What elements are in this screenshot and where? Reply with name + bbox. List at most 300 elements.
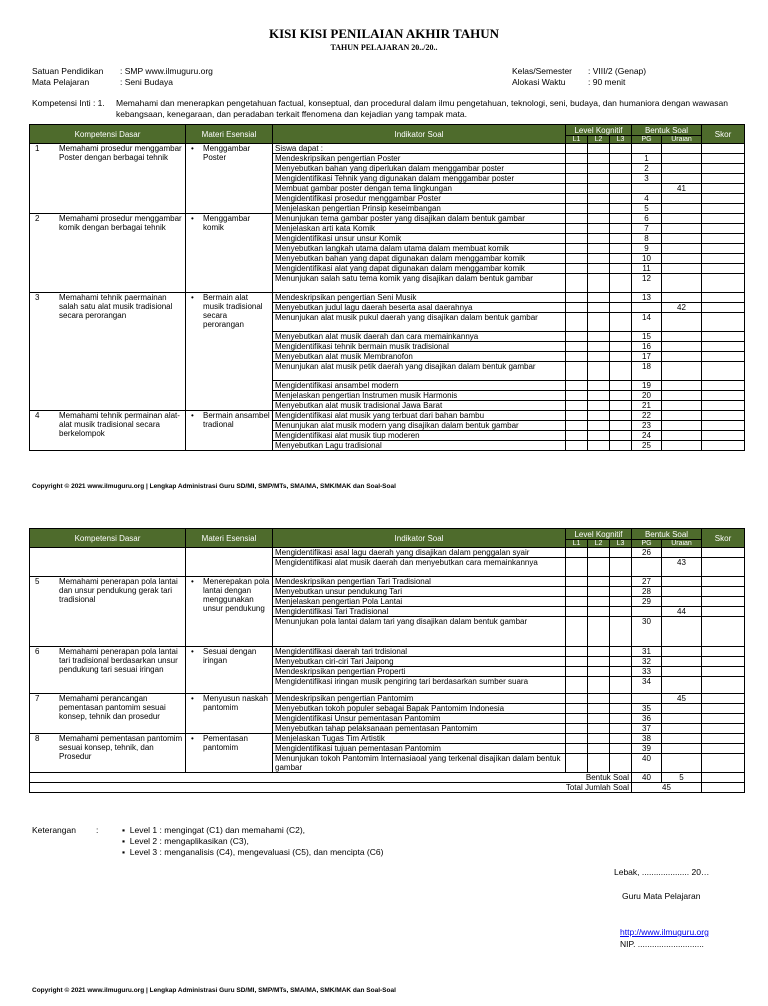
meta-value: : VIII/2 (Genap) xyxy=(588,66,647,76)
indikator-cell: Mendeskripsikan pengertian Pantomim xyxy=(273,694,566,704)
kompetensi-dasar-cell xyxy=(30,144,186,214)
level-cell xyxy=(588,411,610,421)
keterangan-item: ▪ Level 2 : mengaplikasikan (C3), xyxy=(122,836,249,846)
bullet-icon: • xyxy=(191,411,194,420)
header-level-kognitif: Level Kognitif xyxy=(566,529,632,540)
kompetensi-dasar-cell xyxy=(30,214,186,293)
pg-number-cell xyxy=(632,184,662,194)
header-l3: L3 xyxy=(610,540,632,548)
level-cell xyxy=(610,694,632,704)
pg-number-cell: 13 xyxy=(632,293,662,303)
level-cell xyxy=(610,597,632,607)
pg-number-cell: 5 xyxy=(632,204,662,214)
indikator-cell: Mengidentifikasi daerah tari trdisional xyxy=(273,647,566,657)
indikator-cell: Mengidentifikasi ansambel modern xyxy=(273,381,566,391)
level-cell xyxy=(610,342,632,352)
level-cell xyxy=(610,174,632,184)
keterangan-item-text: Level 2 : mengaplikasikan (C3), xyxy=(129,836,249,846)
pg-number-cell: 21 xyxy=(632,401,662,411)
bullet-icon: • xyxy=(191,144,194,153)
materi-text: Menyusun naskah pantomim xyxy=(203,694,268,712)
level-cell xyxy=(588,558,610,577)
indikator-cell: Mendeskripsikan pengertian Properti xyxy=(273,667,566,677)
level-cell xyxy=(566,714,588,724)
uraian-number-cell xyxy=(662,164,702,174)
table-row xyxy=(30,293,745,303)
pg-number-cell: 24 xyxy=(632,431,662,441)
skor-cell xyxy=(702,362,745,381)
uraian-number-cell xyxy=(662,724,702,734)
indikator-cell: Mengidentifikasi alat musik yang terbuat dari bahan bambu xyxy=(273,411,566,421)
pg-number-cell: 27 xyxy=(632,577,662,587)
kd-text: Memahami pementasan pantomim sesuai konsep, tehnik, dan Prosedur xyxy=(59,734,183,761)
pg-number-cell: 30 xyxy=(632,617,662,647)
materi-text: Pementasan pantomim xyxy=(203,734,248,752)
meta-value: : SMP www.ilmuguru.org xyxy=(120,66,213,76)
skor-cell xyxy=(702,421,745,431)
indikator-cell: Membuat gambar poster dengan tema lingkungan xyxy=(273,184,566,194)
uraian-number-cell xyxy=(662,577,702,587)
level-cell xyxy=(588,548,610,558)
level-cell xyxy=(566,154,588,164)
kd-number: 5 xyxy=(35,577,40,586)
document-title: KISI KISI PENILAIAN AKHIR TAHUN xyxy=(269,26,499,41)
header-uraian: Uraian xyxy=(662,136,702,144)
level-cell xyxy=(610,391,632,401)
level-cell xyxy=(588,274,610,293)
uraian-number-cell xyxy=(662,704,702,714)
level-cell xyxy=(610,254,632,264)
skor-cell xyxy=(702,558,745,577)
indikator-cell: Mengidentifikasi tujuan pementasan Pantomim xyxy=(273,744,566,754)
level-cell xyxy=(610,264,632,274)
uraian-number-cell xyxy=(662,381,702,391)
level-cell xyxy=(610,421,632,431)
level-cell xyxy=(566,411,588,421)
uraian-number-cell xyxy=(662,293,702,303)
uraian-number-cell xyxy=(662,214,702,224)
uraian-number-cell xyxy=(662,647,702,657)
uraian-number-cell xyxy=(662,332,702,342)
level-cell xyxy=(566,577,588,587)
level-cell xyxy=(588,657,610,667)
indikator-cell: Mendeskripsikan pengertian Tari Tradisional xyxy=(273,577,566,587)
uraian-number-cell xyxy=(662,313,702,332)
document-subtitle: TAHUN PELAJARAN 20../20.. xyxy=(330,43,438,52)
level-cell xyxy=(588,362,610,381)
level-cell xyxy=(610,164,632,174)
level-cell xyxy=(588,244,610,254)
skor-cell xyxy=(702,174,745,184)
skor-cell xyxy=(702,164,745,174)
level-cell xyxy=(588,694,610,704)
uraian-number-cell xyxy=(662,254,702,264)
level-cell xyxy=(566,174,588,184)
materi-esensial-cell xyxy=(186,548,273,577)
pg-number-cell: 3 xyxy=(632,174,662,184)
skor-cell xyxy=(702,204,745,214)
uraian-number-cell xyxy=(662,667,702,677)
level-cell xyxy=(588,234,610,244)
level-cell xyxy=(588,352,610,362)
pg-number-cell: 28 xyxy=(632,587,662,597)
level-cell xyxy=(588,714,610,724)
skor-cell xyxy=(702,214,745,224)
indikator-cell: Menjelaskan arti kata Komik xyxy=(273,224,566,234)
uraian-number-cell xyxy=(662,441,702,451)
level-cell xyxy=(610,607,632,617)
level-cell xyxy=(610,214,632,224)
level-cell xyxy=(610,577,632,587)
uraian-number-cell xyxy=(662,362,702,381)
kd-number: 1 xyxy=(35,144,40,153)
skor-cell xyxy=(702,744,745,754)
uraian-number-cell xyxy=(662,274,702,293)
kompetensi-dasar-cell xyxy=(30,577,186,647)
indikator-cell: Mengidentifikasi alat musik daerah dan menyebutkan cara memainkannya xyxy=(273,558,566,577)
level-cell xyxy=(566,264,588,274)
copyright-footer: Copyright © 2021 www.ilmuguru.org | Lengkap Administrasi Guru SD/MI, SMP/MTs, SMA/MA, SMK/MAK dan Soal-Soal xyxy=(32,483,396,490)
skor-cell xyxy=(702,647,745,657)
level-cell xyxy=(588,154,610,164)
uraian-number-cell xyxy=(662,754,702,773)
table-row xyxy=(30,214,745,224)
uraian-number-cell xyxy=(662,587,702,597)
bullet-icon: • xyxy=(191,647,194,656)
level-cell xyxy=(588,224,610,234)
indikator-cell: Menyebutkan alat musik tradisional Jawa Barat xyxy=(273,401,566,411)
skor-cell xyxy=(702,352,745,362)
kd-number: 2 xyxy=(35,214,40,223)
indikator-cell: Menyebutkan tokoh populer sebagai Bapak Pantomim Indonesia xyxy=(273,704,566,714)
uraian-number-cell xyxy=(662,391,702,401)
uraian-number-cell xyxy=(662,154,702,164)
skor-cell xyxy=(702,657,745,667)
level-cell xyxy=(610,244,632,254)
level-cell xyxy=(610,587,632,597)
bullet-icon: • xyxy=(191,577,194,586)
skor-cell xyxy=(702,224,745,234)
skor-cell xyxy=(702,342,745,352)
pg-number-cell: 34 xyxy=(632,677,662,694)
header-l2: L2 xyxy=(588,136,610,144)
level-cell xyxy=(588,303,610,313)
pg-number-cell: 1 xyxy=(632,154,662,164)
skor-cell xyxy=(702,441,745,451)
level-cell xyxy=(610,548,632,558)
skor-cell xyxy=(702,714,745,724)
meta-right xyxy=(512,66,646,88)
pg-number-cell: 19 xyxy=(632,381,662,391)
materi-text: Bermain alat musik tradisional secara perorangan xyxy=(203,293,263,329)
uraian-number-cell xyxy=(662,597,702,607)
level-cell xyxy=(610,303,632,313)
level-cell xyxy=(610,431,632,441)
skor-cell xyxy=(702,313,745,332)
level-cell xyxy=(610,704,632,714)
pg-number-cell: 20 xyxy=(632,391,662,401)
pg-number-cell: 14 xyxy=(632,313,662,332)
pg-number-cell: 6 xyxy=(632,214,662,224)
level-cell xyxy=(566,431,588,441)
level-cell xyxy=(588,441,610,451)
level-cell xyxy=(588,421,610,431)
skor-cell xyxy=(702,607,745,617)
pg-number-cell: 36 xyxy=(632,714,662,724)
level-cell xyxy=(566,647,588,657)
level-cell xyxy=(566,204,588,214)
pg-number-cell: 18 xyxy=(632,362,662,381)
indikator-cell: Mengidentifikasi alat yang dapat digunakan dalam menggambar komik xyxy=(273,264,566,274)
empty-cell xyxy=(702,773,745,783)
indikator-cell: Menunjukan alat musik modern yang disajikan dalam bentuk gambar xyxy=(273,421,566,431)
website-link[interactable]: http://www.ilmuguru.org xyxy=(620,927,709,937)
pg-number-cell: 9 xyxy=(632,244,662,254)
skor-cell xyxy=(702,303,745,313)
materi-esensial-cell xyxy=(186,694,273,734)
level-cell xyxy=(610,667,632,677)
uraian-number-cell xyxy=(662,342,702,352)
header-kompetensi-dasar: Kompetensi Dasar xyxy=(30,529,186,548)
header-l3: L3 xyxy=(610,136,632,144)
kd-number: 4 xyxy=(35,411,40,420)
level-cell xyxy=(588,724,610,734)
kd-number: 7 xyxy=(35,694,40,703)
level-cell xyxy=(566,184,588,194)
skor-cell xyxy=(702,194,745,204)
table-row xyxy=(30,577,745,587)
skor-cell xyxy=(702,144,745,154)
level-cell xyxy=(588,144,610,154)
level-cell xyxy=(588,332,610,342)
indikator-cell: Mengidentifikasi unsur unsur Komik xyxy=(273,234,566,244)
header-materi-esensial: Materi Esensial xyxy=(186,529,273,548)
level-cell xyxy=(610,744,632,754)
indikator-cell: Menjelaskan pengertian Instrumen musik Harmonis xyxy=(273,391,566,401)
level-cell xyxy=(610,313,632,332)
header-pg: PG xyxy=(632,540,662,548)
level-cell xyxy=(566,254,588,264)
keterangan-item-text: Level 1 : mengingat (C1) dan memahami (C2), xyxy=(129,825,306,835)
skor-cell xyxy=(702,704,745,714)
indikator-cell: Menyebutkan unsur pendukung Tari xyxy=(273,587,566,597)
level-cell xyxy=(588,164,610,174)
level-cell xyxy=(588,342,610,352)
table-row xyxy=(30,734,745,744)
uraian-number-cell xyxy=(662,144,702,154)
uraian-number-cell xyxy=(662,734,702,744)
level-cell xyxy=(566,401,588,411)
indikator-cell: Menyebutkan langkah utama dalam utama dalam membuat komik xyxy=(273,244,566,254)
table-row xyxy=(30,411,745,421)
pg-number-cell: 37 xyxy=(632,724,662,734)
level-cell xyxy=(566,293,588,303)
indikator-cell: Mengidentifikasi alat musik tiup moderen xyxy=(273,431,566,441)
skor-cell xyxy=(702,244,745,254)
total-jumlah-soal-value: 45 xyxy=(632,783,702,793)
level-cell xyxy=(610,204,632,214)
pg-number-cell: 23 xyxy=(632,421,662,431)
kd-number: 8 xyxy=(35,734,40,743)
uraian-number-cell xyxy=(662,421,702,431)
level-cell xyxy=(588,184,610,194)
level-cell xyxy=(566,677,588,694)
indikator-cell: Menunjukan alat musik petik daerah yang disajikan dalam bentuk gambar xyxy=(273,362,566,381)
skor-cell xyxy=(702,597,745,607)
level-cell xyxy=(610,754,632,773)
level-cell xyxy=(610,677,632,694)
table-row xyxy=(30,694,745,704)
level-cell xyxy=(610,734,632,744)
level-cell xyxy=(610,362,632,381)
indikator-cell: Menunjukan salah satu tema komik yang disajikan dalam bentuk gambar xyxy=(273,274,566,293)
level-cell xyxy=(588,293,610,303)
kd-text: Memahami penerapan pola lantai dan unsur pendukung gerak tari tradisional xyxy=(59,577,178,604)
indikator-cell: Mengidentifikasi asal lagu daerah yang disajikan dalam penggalan syair xyxy=(273,548,566,558)
kd-text: Memahami tehnik paermainan salah satu alat musik tradisional secara perorangan xyxy=(59,293,173,320)
uraian-number-cell xyxy=(662,617,702,647)
materi-text: Menerepakan pola lantai dengan menggunakan unsur pendukung xyxy=(203,577,270,613)
pg-number-cell: 40 xyxy=(632,754,662,773)
skor-cell xyxy=(702,411,745,421)
level-cell xyxy=(610,194,632,204)
level-cell xyxy=(566,391,588,401)
skor-cell xyxy=(702,734,745,744)
ki-label: Kompetensi Inti : 1. xyxy=(32,98,105,108)
header-bentuk-soal: Bentuk Soal xyxy=(632,529,702,540)
keterangan-list xyxy=(122,825,383,858)
kd-number: 3 xyxy=(35,293,40,302)
kompetensi-dasar-cell xyxy=(30,647,186,694)
kompetensi-dasar-cell xyxy=(30,694,186,734)
table-row xyxy=(30,548,745,558)
level-cell xyxy=(610,332,632,342)
kompetensi-inti xyxy=(32,98,752,120)
uraian-number-cell xyxy=(662,548,702,558)
signature-place: Lebak, .................... 20… xyxy=(614,867,710,877)
skor-cell xyxy=(702,548,745,558)
uraian-number-cell xyxy=(662,677,702,694)
uraian-number-cell xyxy=(662,744,702,754)
kompetensi-dasar-cell xyxy=(30,411,186,451)
kompetensi-dasar-cell xyxy=(30,734,186,773)
kd-text: Memahami perancangan pementasan pantomim sesuai konsep, tehnik dan prosedur xyxy=(59,694,166,721)
skor-cell xyxy=(702,431,745,441)
skor-cell xyxy=(702,391,745,401)
level-cell xyxy=(610,293,632,303)
skor-cell xyxy=(702,724,745,734)
level-cell xyxy=(588,647,610,657)
level-cell xyxy=(610,657,632,667)
table-row xyxy=(30,144,745,154)
header-materi-esensial: Materi Esensial xyxy=(186,125,273,144)
level-cell xyxy=(588,744,610,754)
indikator-cell: Menyebutkan alat musik Membranofon xyxy=(273,352,566,362)
level-cell xyxy=(588,214,610,224)
meta-label: Satuan Pendidikan xyxy=(32,66,104,76)
indikator-cell: Menyebutkan judul lagu daerah beserta asal daerahnya xyxy=(273,303,566,313)
skor-cell xyxy=(702,234,745,244)
uraian-number-cell xyxy=(662,264,702,274)
level-cell xyxy=(566,558,588,577)
materi-esensial-cell xyxy=(186,647,273,694)
materi-esensial-cell xyxy=(186,214,273,293)
indikator-cell: Menyebutkan tahap pelaksanaan pementasan Pantomim xyxy=(273,724,566,734)
level-cell xyxy=(588,677,610,694)
level-cell xyxy=(610,381,632,391)
pg-number-cell: 32 xyxy=(632,657,662,667)
uraian-number-cell xyxy=(662,224,702,234)
kd-text: Memahami prosedur menggambar Poster dengan berbagai tehnik xyxy=(59,144,182,162)
level-cell xyxy=(566,724,588,734)
skor-cell xyxy=(702,401,745,411)
level-cell xyxy=(566,694,588,704)
meta-value: : Seni Budaya xyxy=(120,77,173,87)
header-l1: L1 xyxy=(566,540,588,548)
bentuk-soal-total-uraian: 5 xyxy=(662,773,702,783)
pg-number-cell: 4 xyxy=(632,194,662,204)
uraian-number-cell: 43 xyxy=(662,558,702,577)
indikator-cell: Siswa dapat : xyxy=(273,144,566,154)
skor-cell xyxy=(702,381,745,391)
level-cell xyxy=(566,164,588,174)
bentuk-soal-total-label: Bentuk Soal xyxy=(30,773,632,783)
signature-nip: NIP. ............................ xyxy=(620,939,704,949)
keterangan xyxy=(32,825,383,858)
skor-cell xyxy=(702,677,745,694)
level-cell xyxy=(588,587,610,597)
uraian-number-cell xyxy=(662,411,702,421)
indikator-cell: Mengidentifikasi Tehnik yang digunakan dalam menggambar poster xyxy=(273,174,566,184)
pg-number-cell: 2 xyxy=(632,164,662,174)
level-cell xyxy=(566,234,588,244)
level-cell xyxy=(566,352,588,362)
level-cell xyxy=(566,194,588,204)
skor-cell xyxy=(702,577,745,587)
level-cell xyxy=(588,194,610,204)
uraian-number-cell xyxy=(662,194,702,204)
uraian-number-cell: 41 xyxy=(662,184,702,194)
pg-number-cell: 31 xyxy=(632,647,662,657)
pg-number-cell: 25 xyxy=(632,441,662,451)
level-cell xyxy=(566,303,588,313)
ki-text: Memahami dan menerapkan pengetahuan factual, konseptual, dan procedural dalam ilmu pengetahuan, teknologi, seni, budaya, dan humaniora dengan wawasan kebangsaan, kenegaraan, dan peradaban terkait ffenomena dan kejadian yang tampak mata. xyxy=(116,98,728,119)
kd-text: Memahami tehnik permainan alat-alat musik tradisional secara berkelompok xyxy=(59,411,180,438)
meta-left xyxy=(32,66,213,88)
level-cell xyxy=(566,342,588,352)
pg-number-cell xyxy=(632,607,662,617)
skor-cell xyxy=(702,332,745,342)
uraian-number-cell xyxy=(662,401,702,411)
uraian-number-cell xyxy=(662,657,702,667)
copyright-footer: Copyright © 2021 www.ilmuguru.org | Lengkap Administrasi Guru SD/MI, SMP/MTs, SMA/MA, SMK/MAK dan Soal-Soal xyxy=(32,987,396,994)
skor-cell xyxy=(702,264,745,274)
header-kompetensi-dasar: Kompetensi Dasar xyxy=(30,125,186,144)
uraian-number-cell: 45 xyxy=(662,694,702,704)
pg-number-cell: 15 xyxy=(632,332,662,342)
level-cell xyxy=(588,381,610,391)
bullet-icon: • xyxy=(191,214,194,223)
indikator-cell: Menjelaskan Tugas Tim Artistik xyxy=(273,734,566,744)
bentuk-soal-total-pg: 40 xyxy=(632,773,662,783)
level-cell xyxy=(566,362,588,381)
level-cell xyxy=(566,667,588,677)
kd-number: 6 xyxy=(35,647,40,656)
table-row xyxy=(30,647,745,657)
level-cell xyxy=(610,154,632,164)
pg-number-cell: 12 xyxy=(632,274,662,293)
indikator-cell: Mendeskripsikan pengertian Poster xyxy=(273,154,566,164)
